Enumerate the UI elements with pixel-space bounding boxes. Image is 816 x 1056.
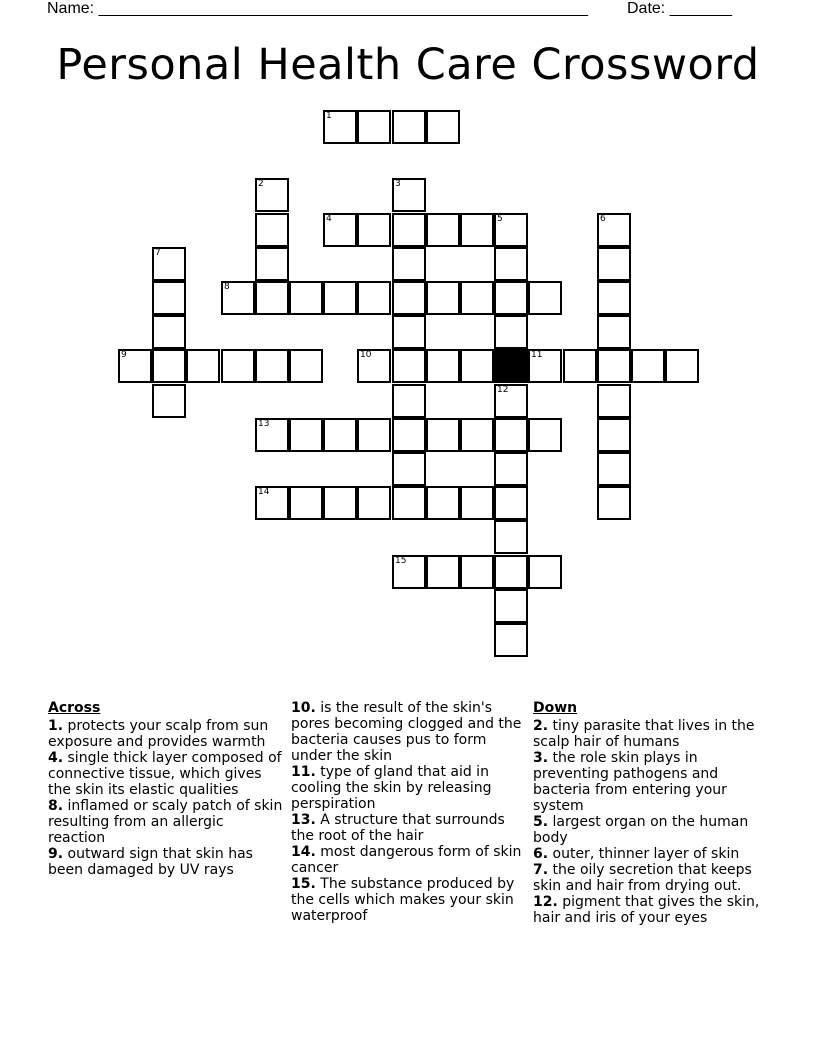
grid-cell[interactable] (392, 110, 426, 144)
clue-text: protects your scalp from sun exposure and provides warmth (48, 718, 269, 750)
grid-cell[interactable] (255, 281, 289, 315)
grid-cell[interactable] (426, 281, 460, 315)
grid-cell[interactable] (631, 349, 665, 383)
grid-cell[interactable] (289, 486, 323, 520)
grid-cell[interactable] (392, 452, 426, 486)
clue-down-5 (533, 814, 769, 846)
clue-text: the role skin plays in preventing pathogens and bacteria from entering your system (533, 750, 727, 814)
clue-text: single thick layer composed of connective tissue, which gives the skin its elastic qualities (48, 750, 282, 798)
grid-cell[interactable] (597, 281, 631, 315)
grid-cell[interactable] (323, 213, 357, 247)
grid-cell[interactable] (289, 349, 323, 383)
grid-cell[interactable] (528, 349, 562, 383)
grid-cell[interactable] (426, 555, 460, 589)
cell-number: 9 (121, 350, 127, 360)
cell-number: 12 (497, 385, 509, 395)
clues-column-3 (533, 700, 769, 926)
grid-cell[interactable] (392, 486, 426, 520)
grid-cell[interactable] (392, 281, 426, 315)
grid-cell[interactable] (494, 555, 528, 589)
clue-across-11 (291, 764, 527, 812)
grid-cell[interactable] (255, 213, 289, 247)
grid-cell[interactable] (494, 213, 528, 247)
grid-cell[interactable] (392, 178, 426, 212)
cell-number: 6 (600, 214, 606, 224)
clue-across-13 (291, 812, 527, 844)
cell-number: 15 (395, 556, 407, 566)
clue-number: 12. (533, 894, 558, 910)
cell-number: 2 (258, 179, 264, 189)
cell-number: 8 (224, 282, 230, 292)
clue-text: inflamed or scaly patch of skin resulting from an allergic reaction (48, 798, 283, 846)
cell-number: 3 (395, 179, 401, 189)
page-title: Personal Health Care Crossword (56, 40, 760, 90)
clue-text: outward sign that skin has been damaged by UV rays (48, 846, 253, 878)
grid-cell[interactable] (460, 555, 494, 589)
grid-cell[interactable] (255, 247, 289, 281)
clues-column-1 (48, 700, 284, 878)
grid-cell[interactable] (392, 315, 426, 349)
grid-cell[interactable] (494, 247, 528, 281)
grid-cell[interactable] (597, 452, 631, 486)
grid-cell[interactable] (392, 213, 426, 247)
clue-number: 1. (48, 718, 64, 734)
grid-cell[interactable] (323, 486, 357, 520)
grid-cell[interactable] (152, 349, 186, 383)
grid-cell[interactable] (152, 384, 186, 418)
clue-number: 7. (533, 862, 549, 878)
clue-number: 2. (533, 718, 549, 734)
grid-cell[interactable] (323, 418, 357, 452)
grid-cell[interactable] (323, 110, 357, 144)
clue-across-14 (291, 844, 527, 876)
grid-cell[interactable] (323, 281, 357, 315)
grid-cell[interactable] (357, 418, 391, 452)
clue-text: tiny parasite that lives in the scalp hair of humans (533, 718, 755, 750)
clue-number: 10. (291, 700, 316, 716)
grid-cell[interactable] (392, 555, 426, 589)
grid-cell[interactable] (460, 213, 494, 247)
grid-cell[interactable] (460, 486, 494, 520)
down-heading: Down (533, 700, 578, 716)
clue-text: most dangerous form of skin cancer (291, 844, 522, 876)
clue-text: A structure that surrounds the root of the hair (291, 812, 505, 844)
grid-cell[interactable] (392, 247, 426, 281)
cell-number: 7 (155, 248, 161, 258)
clue-number: 8. (48, 798, 64, 814)
grid-cell[interactable] (426, 213, 460, 247)
grid-cell[interactable] (494, 418, 528, 452)
grid-cell[interactable] (221, 281, 255, 315)
clue-across-4 (48, 750, 284, 798)
clue-text: outer, thinner layer of skin (552, 846, 740, 862)
date-field[interactable]: Date: _______ (627, 0, 732, 17)
clue-text: type of gland that aid in cooling the skin by releasing perspiration (291, 764, 492, 812)
grid-cell[interactable] (426, 110, 460, 144)
grid-cell[interactable] (152, 281, 186, 315)
clue-across-9 (48, 846, 284, 878)
cell-number: 10 (360, 350, 372, 360)
grid-cell[interactable] (494, 589, 528, 623)
clue-down-7 (533, 862, 769, 894)
grid-cell[interactable] (494, 452, 528, 486)
grid-cell[interactable] (152, 315, 186, 349)
clue-number: 4. (48, 750, 64, 766)
grid-cell[interactable] (528, 281, 562, 315)
clue-down-6 (533, 846, 769, 862)
across-heading: Across (48, 700, 101, 716)
clue-down-3 (533, 750, 769, 814)
grid-cell[interactable] (255, 486, 289, 520)
clue-text: largest organ on the human body (533, 814, 749, 846)
clue-number: 6. (533, 846, 549, 862)
clue-number: 15. (291, 876, 316, 892)
grid-cell[interactable] (494, 520, 528, 554)
clue-across-10 (291, 700, 527, 764)
grid-cell[interactable] (357, 110, 391, 144)
grid-cell[interactable] (392, 349, 426, 383)
grid-cell[interactable] (597, 418, 631, 452)
clue-text: The substance produced by the cells which makes your skin waterproof (291, 876, 515, 924)
cell-number: 1 (326, 111, 332, 121)
clue-number: 14. (291, 844, 316, 860)
grid-cell[interactable] (152, 247, 186, 281)
grid-cell[interactable] (597, 247, 631, 281)
grid-cell[interactable] (118, 349, 152, 383)
grid-cell[interactable] (357, 486, 391, 520)
cell-number: 5 (497, 214, 503, 224)
clue-text: the oily secretion that keeps skin and hair from drying out. (533, 862, 752, 894)
cell-number: 14 (258, 487, 270, 497)
grid-cell[interactable] (221, 349, 255, 383)
grid-cell[interactable] (289, 281, 323, 315)
grid-cell[interactable] (528, 555, 562, 589)
grid-cell[interactable] (597, 213, 631, 247)
cell-number: 13 (258, 419, 270, 429)
clue-number: 13. (291, 812, 316, 828)
clue-number: 11. (291, 764, 316, 780)
grid-cell[interactable] (494, 384, 528, 418)
clue-down-12 (533, 894, 769, 926)
black-square (494, 349, 528, 383)
grid-cell[interactable] (392, 418, 426, 452)
grid-cell[interactable] (597, 349, 631, 383)
clue-text: pigment that gives the skin, hair and iris of your eyes (533, 894, 760, 926)
grid-cell[interactable] (392, 384, 426, 418)
grid-cell[interactable] (494, 486, 528, 520)
grid-cell[interactable] (426, 418, 460, 452)
grid-cell[interactable] (494, 281, 528, 315)
clue-number: 3. (533, 750, 549, 766)
grid-cell[interactable] (289, 418, 323, 452)
clue-across-15 (291, 876, 527, 924)
clue-across-1 (48, 718, 284, 750)
clue-across-8 (48, 798, 284, 846)
grid-cell[interactable] (494, 623, 528, 657)
grid-cell[interactable] (357, 349, 391, 383)
grid-cell[interactable] (426, 486, 460, 520)
cell-number: 11 (531, 350, 543, 360)
grid-cell[interactable] (528, 418, 562, 452)
grid-cell[interactable] (357, 281, 391, 315)
grid-cell[interactable] (255, 349, 289, 383)
clue-number: 9. (48, 846, 64, 862)
clue-number: 5. (533, 814, 549, 830)
grid-cell[interactable] (426, 349, 460, 383)
grid-cell[interactable] (597, 384, 631, 418)
grid-cell[interactable] (494, 315, 528, 349)
grid-cell[interactable] (597, 486, 631, 520)
grid-cell[interactable] (255, 418, 289, 452)
clue-down-2 (533, 718, 769, 750)
clues-column-2 (291, 700, 527, 924)
name-field[interactable]: Name: _______________________________________________________ (47, 0, 588, 17)
cell-number: 4 (326, 214, 332, 224)
grid-cell[interactable] (460, 349, 494, 383)
grid-cell[interactable] (186, 349, 220, 383)
grid-cell[interactable] (460, 418, 494, 452)
grid-cell[interactable] (597, 315, 631, 349)
grid-cell[interactable] (255, 178, 289, 212)
grid-cell[interactable] (460, 281, 494, 315)
clue-text: is the result of the skin's pores becoming clogged and the bacteria causes pus to form under the skin (291, 700, 522, 764)
grid-cell[interactable] (357, 213, 391, 247)
grid-cell[interactable] (563, 349, 597, 383)
grid-cell[interactable] (665, 349, 699, 383)
